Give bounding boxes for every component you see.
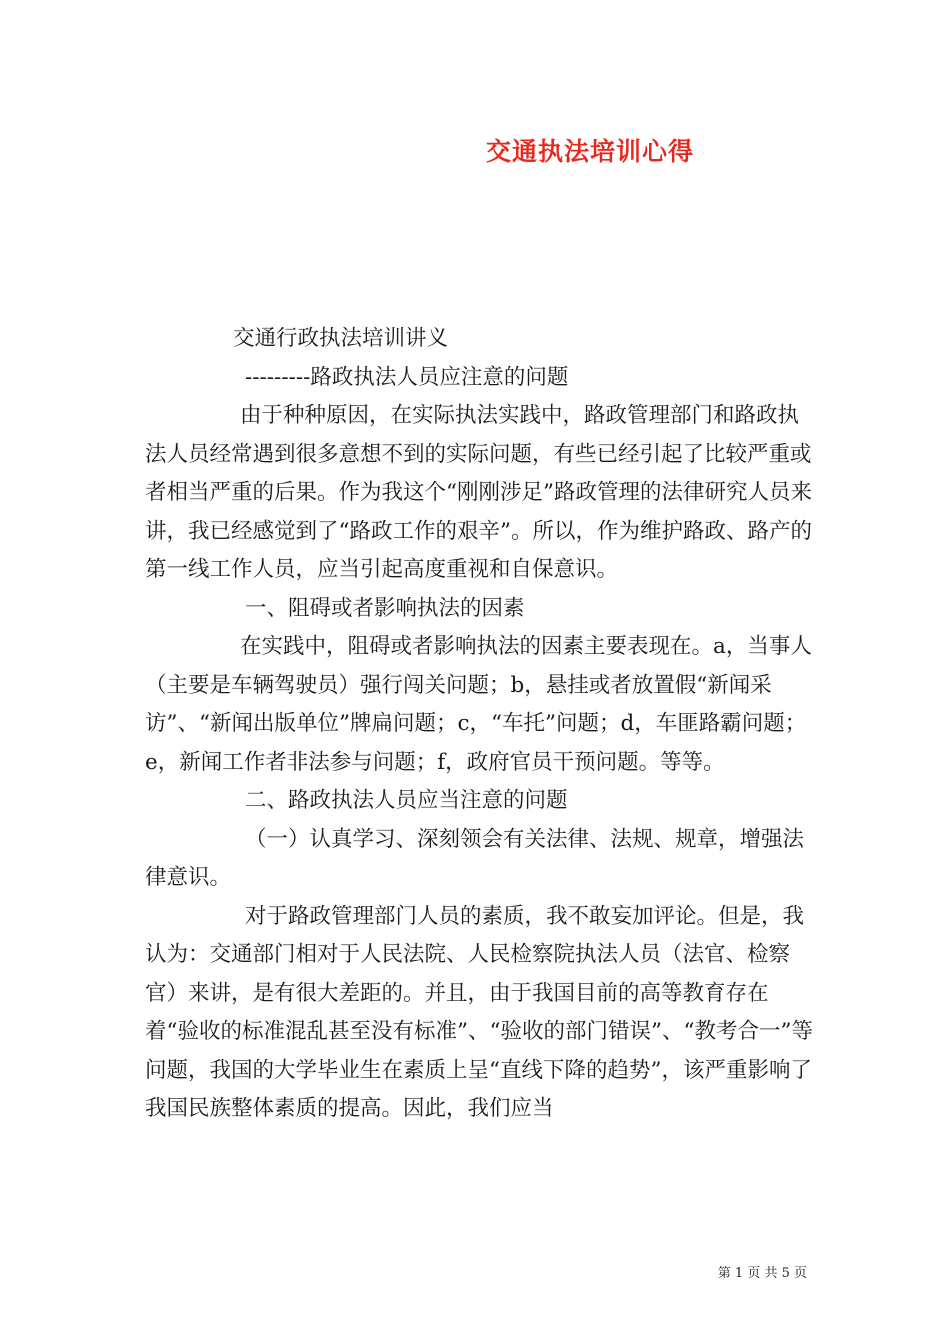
document-body	[145, 320, 813, 1129]
document-title: 交通执法培训心得	[485, 137, 694, 166]
subsection-heading-1: （一）认真学习、深刻领会有关法律、法规、规章，增强法律意识。	[145, 826, 805, 890]
paragraph-quality: 对于路政管理部门人员的素质，我不敢妄加评论。但是，我认为：交通部门相对于人民法院、人民检察院执法人员（法官、检察官）来讲，是有很大差距的。并且，由于我国目前的高等教育存在着“验收的标准混乱甚至没有标准”、“验收的部门错误”、“教考合一”等问题，我国的大学毕业生在素质上呈“直线下降的趋势”，该严重影响了我国民族整体素质的提高。因此，我们应当	[145, 903, 813, 1121]
section-heading-2: 二、路政执法人员应当注意的问题	[245, 788, 568, 813]
paragraph-factors: 在实践中，阻碍或者影响执法的因素主要表现在。a，当事人（主要是车辆驾驶员）强行闯关问题；b，悬挂或者放置假“新闻采访”、“新闻出版单位”牌扁问题；c，“车托”问题；d，车匪路霸问题；e，新闻工作者非法参与问题；f，政府官员干预问题。等等。	[145, 634, 812, 775]
section-heading-1: 一、阻碍或者影响执法的因素	[245, 595, 525, 621]
page-footer: 第 1 页 共 5 页	[717, 1266, 807, 1281]
paragraph-intro: 由于种种原因，在实际执法实践中，路政管理部门和路政执法人员经常遇到很多意想不到的实际问题，有些已经引起了比较严重或者相当严重的后果。作为我这个“刚刚涉足”路政管理的法律研究人员来讲，我已经感觉到了“路政工作的艰辛”。所以，作为维护路政、路产的第一线工作人员，应当引起高度重视和自保意识。	[145, 403, 812, 582]
dash-heading: ---------路政执法人员应注意的问题	[245, 364, 569, 390]
subtitle: 交通行政执法培训讲义	[233, 326, 449, 351]
